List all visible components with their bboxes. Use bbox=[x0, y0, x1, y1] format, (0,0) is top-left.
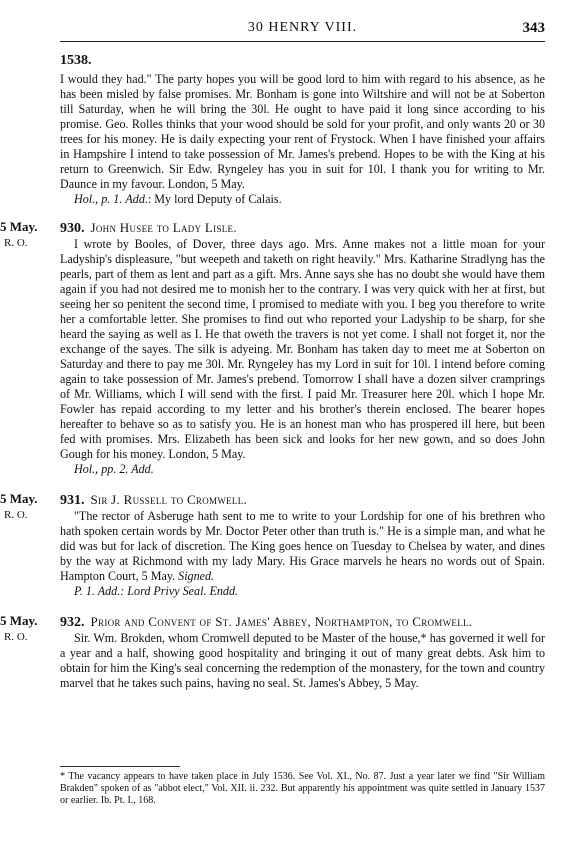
entry-source: R. O. bbox=[4, 509, 28, 521]
continuation-meta bbox=[60, 192, 545, 207]
footnote-rule bbox=[60, 766, 180, 767]
continuation-entry bbox=[60, 72, 545, 207]
header-rule bbox=[60, 41, 545, 42]
continuation-text: I would they had." The party hopes you will be good lord to him with regard to his absence, as he has been misled by false promises. Mr. Bonham is gone into Wiltshire and will not be at Soberton till Saturday, when he will bring the 30l. He ought to have paid it long since according to his promise. Geo. Rolles thinks that your wood should be sold for your profit, and only wants 20 or 30 trees for his money. He is daily expecting your rent of Frystock. When I have finished your affairs in Hampshire I intend to take possession of Mr. James's prebend. Hopes to be with the King at his return to Greenwich. Sir Edw. Ryngeley has you in suit for 10l. I thank you for writing to Mr. Daunce in my favour. London, 5 May. bbox=[60, 72, 545, 191]
entry-number: 932. bbox=[60, 615, 85, 630]
entry-title: Prior and Convent of St. James' Abbey, Northampton, to Cromwell. bbox=[90, 614, 473, 629]
entry-931 bbox=[0, 491, 545, 599]
entry-930 bbox=[0, 219, 545, 477]
entry-signed: Signed. bbox=[178, 569, 215, 583]
entry-heading bbox=[60, 613, 545, 631]
entry-date: 5 May. bbox=[0, 219, 38, 234]
running-header bbox=[60, 20, 545, 40]
meta-hol: Hol., p. 1. bbox=[74, 192, 123, 206]
entry-meta bbox=[60, 584, 545, 599]
entry-number: 931. bbox=[60, 493, 85, 508]
entry-source: R. O. bbox=[4, 631, 28, 643]
entry-source: R. O. bbox=[4, 237, 28, 249]
entry-meta-text: P. 1. Add.: Lord Privy Seal. Endd. bbox=[74, 584, 239, 598]
entry-body bbox=[60, 509, 545, 584]
entry-heading bbox=[60, 491, 545, 509]
page-number: 343 bbox=[522, 20, 545, 36]
meta-address: : My lord Deputy of Calais. bbox=[147, 192, 282, 206]
entry-body-text: "The rector of Asberuge hath sent to me to write to your Lordship for one of his brethren who hath spoken certain words by Mr. Doctor Peter other than truth is." He is a simple man, and what he did was but for lack of discretion. The King goes hence on Tuesday to Chelsea by water, and dines by the way at Richmond with my lady Mary. His Grace marvels he hears no words out of Spain. Hampton Court, 5 May. bbox=[60, 509, 545, 583]
page-body bbox=[0, 72, 545, 691]
footnote: * The vacancy appears to have taken place in July 1536. See Vol. XI., No. 87. Just a year later we find "Sir William Brakden" spoken of as "abbot elect," Vol. XII. ii. 232. But apparently his appointment was quite settled in January 1537 or earlier. Ib. Pt. I., 168. bbox=[60, 771, 545, 806]
entry-date: 5 May. bbox=[0, 491, 38, 506]
entry-date: 5 May. bbox=[0, 613, 38, 628]
entry-meta bbox=[60, 462, 545, 477]
entry-title: John Husee to Lady Lisle. bbox=[90, 220, 237, 235]
entry-meta-text: Hol., pp. 2. Add. bbox=[74, 462, 154, 476]
entry-title: Sir J. Russell to Cromwell. bbox=[90, 492, 248, 507]
entry-heading bbox=[60, 219, 545, 237]
entry-number: 930. bbox=[60, 221, 85, 236]
margin-year: 1538. bbox=[60, 53, 92, 68]
entry-932 bbox=[0, 613, 545, 691]
running-title: 30 HENRY VIII. bbox=[247, 20, 358, 35]
entry-body: I wrote by Booles, of Dover, three days ago. Mrs. Anne makes not a little moan for your Ladyship's displeasure, "but weepeth and taketh on right heavily." Mrs. Katharine Stradlyng has the pearls, part of them as lent and part as a gift. Mrs. Anne says she has no doubt she would have them again if you had not desired me to monish her to the contrary. I was very quick with her at first, but seeing her so penitent the second time, I promised to mediate with you. I beg you therefore to write her a comfortable letter. She promises to find out who reported your Ladyship to be sharp, for she heard the saying as well as I. He that oweth the travers is not yet come. I shall not forget it, nor the exchange of the sayes. The silk is adyeing. Mr. Bonham has taken day to meet me at Soberton on Saturday and there to pay me 30l. Mr. Ryngeley has my Lord in suit for 10l. I intend before coming again to take possession of Mr. James's prebend. Tomorrow I shall have a dozen silver cramprings of Mr. Williams, which I will send with the first. I paid Mr. Treasurer here 20l. which I hope Mr. Fowler has repaid according to my letter and his brother's therein enclosed. The bearer hopes hereafter to behave so as to satisfy you. He is an honest man who has prospered ill here, but been fed with promises. Mrs. Elizabeth has been sick and looks for her new gown, and so does John Gough for his money. London, 5 May. bbox=[60, 237, 545, 461]
entry-body: Sir. Wm. Brokden, whom Cromwell deputed to be Master of the house,* has governed it well for a year and a half, showing good hospitality and bringing it out of many great debts. Ask him to obtain for him the King's seal concerning the redemption of the monastery, for the town and country marvel that he takes such pains, having no seal. St. James's Abbey, 5 May. bbox=[60, 631, 545, 690]
meta-add: Add. bbox=[125, 192, 148, 206]
